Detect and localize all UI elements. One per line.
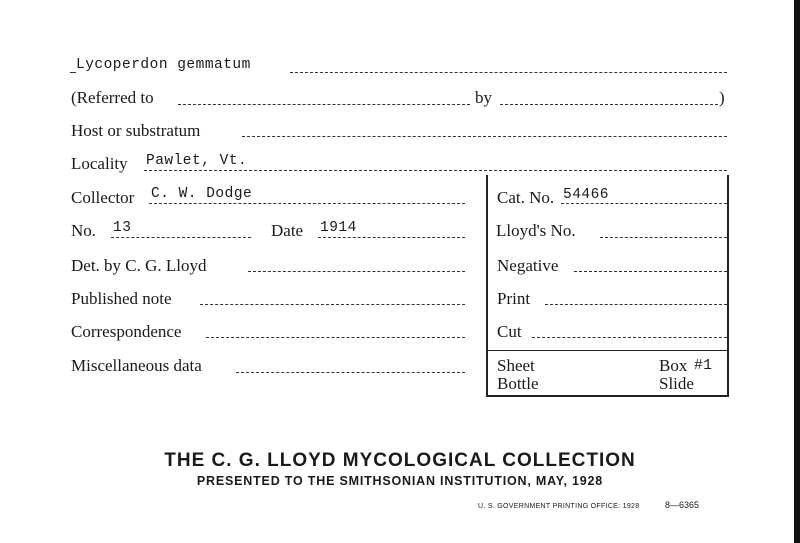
lloyds-no-line: [600, 237, 727, 238]
locality-line: [144, 170, 727, 171]
collector-value: C. W. Dodge: [151, 186, 253, 202]
host-label: Host or substratum: [71, 121, 201, 140]
no-label: No.: [71, 221, 97, 240]
det-line: [248, 271, 465, 272]
species-line-start: [70, 72, 76, 73]
box-left-border: [486, 175, 488, 396]
cut-label: Cut: [497, 322, 522, 341]
species-line: [290, 72, 727, 73]
close-paren: ): [719, 88, 725, 107]
published-note-label: Published note: [71, 289, 172, 308]
slide-label: Slide: [659, 374, 694, 393]
species-name: Lycoperdon gemmatum: [76, 57, 251, 73]
by-line: [500, 104, 718, 105]
collection-title: THE C. G. LLOYD MYCOLOGICAL COLLECTION: [164, 450, 636, 471]
collection-subtitle: PRESENTED TO THE SMITHSONIAN INSTITUTION, MAY, 1928: [196, 474, 604, 488]
collector-label: Collector: [71, 188, 135, 207]
published-note-line: [200, 304, 465, 305]
form-number: 8—6365: [665, 500, 700, 510]
lloyds-no-label: Lloyd's No.: [496, 221, 576, 240]
correspondence-label: Correspondence: [71, 322, 182, 341]
correspondence-line: [206, 337, 465, 338]
cat-no-line: [561, 203, 727, 204]
print-line: [545, 304, 727, 305]
cat-no-label: Cat. No.: [497, 188, 555, 207]
cat-no-value: 54466: [563, 187, 610, 203]
cut-line: [532, 337, 727, 338]
collector-line: [149, 203, 465, 204]
sheet-label: Sheet: [497, 356, 535, 375]
date-value: 1914: [320, 220, 357, 236]
referred-to-label: (Referred to: [71, 88, 154, 107]
no-line: [111, 237, 251, 238]
printing-office-note: U. S. GOVERNMENT PRINTING OFFICE: 1928: [478, 503, 640, 510]
referred-to-line: [178, 104, 470, 105]
no-value: 13: [113, 220, 132, 236]
host-line: [242, 136, 727, 137]
locality-label: Locality: [71, 154, 128, 173]
scan-edge: [794, 0, 800, 543]
box-bottom-border: [486, 395, 729, 397]
negative-line: [574, 271, 727, 272]
box-label: Box: [659, 356, 688, 375]
date-line: [318, 237, 465, 238]
negative-label: Negative: [497, 256, 559, 275]
box-right-border: [727, 175, 729, 396]
date-label: Date: [271, 221, 304, 240]
by-label: by: [475, 88, 492, 107]
misc-data-line: [236, 372, 465, 373]
misc-data-label: Miscellaneous data: [71, 356, 202, 375]
locality-value: Pawlet, Vt.: [146, 153, 248, 169]
box-value: #1: [694, 358, 713, 374]
det-label: Det. by C. G. Lloyd: [71, 256, 207, 275]
print-label: Print: [497, 289, 531, 308]
box-divider: [486, 350, 729, 351]
bottle-label: Bottle: [497, 374, 539, 393]
